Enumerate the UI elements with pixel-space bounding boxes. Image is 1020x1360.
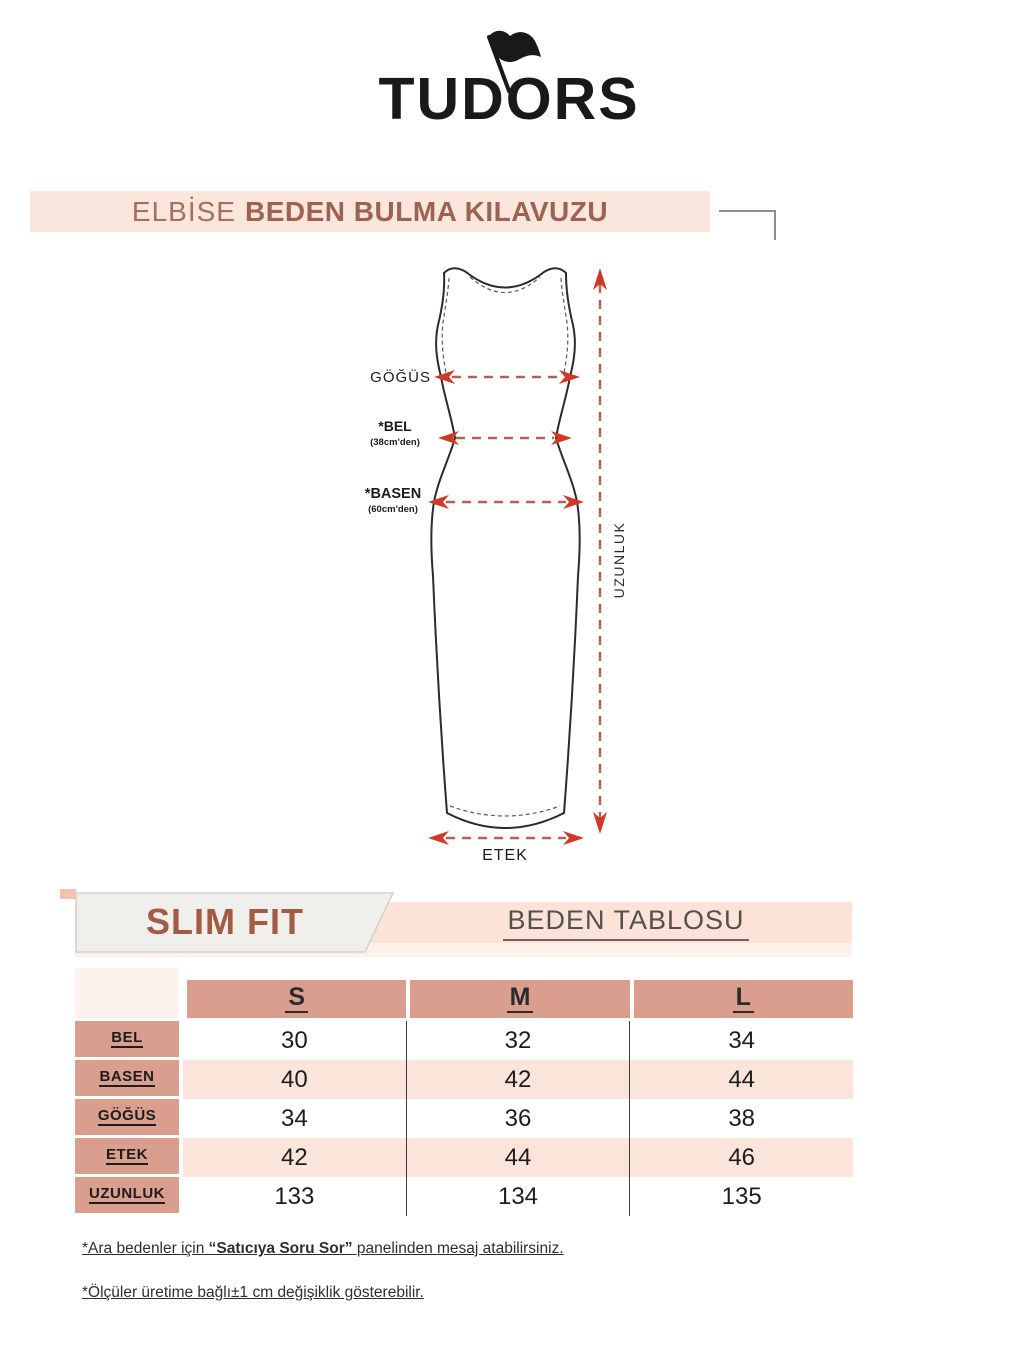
table-row-uzunluk xyxy=(75,1177,853,1216)
cell-value: 44 xyxy=(406,1138,630,1177)
skirt-label: ETEK xyxy=(482,847,528,864)
cell-value: 44 xyxy=(629,1060,853,1099)
row-label: ETEK xyxy=(75,1138,179,1177)
cell-value: 42 xyxy=(406,1060,630,1099)
cell-value: 133 xyxy=(183,1177,406,1216)
size-header-m: M xyxy=(410,980,629,1018)
cell-value: 46 xyxy=(629,1138,853,1177)
waist-note-label: (38cm'den) xyxy=(370,437,420,448)
fit-label: SLIM FIT xyxy=(146,901,304,942)
hip-label: *BASEN xyxy=(364,486,422,502)
dress-outline xyxy=(431,268,580,828)
size-table-header-row xyxy=(75,968,853,1018)
size-table xyxy=(75,968,853,1216)
cell-value: 30 xyxy=(183,1021,406,1060)
cell-value: 34 xyxy=(629,1021,853,1060)
brand-name: TUDORS xyxy=(378,66,640,130)
cell-value: 135 xyxy=(629,1177,853,1216)
table-row-bel xyxy=(75,1021,853,1060)
row-label: BASEN xyxy=(75,1060,179,1099)
empty-corner-cell xyxy=(75,968,179,1018)
cell-value: 42 xyxy=(183,1138,406,1177)
length-label: UZUNLUK xyxy=(611,521,627,599)
cell-value: 134 xyxy=(406,1177,630,1216)
pink-tab-decoration xyxy=(60,889,76,899)
brand-logo xyxy=(350,20,670,130)
cell-value: 32 xyxy=(406,1021,630,1060)
footnote-2: *Ölçüler üretime bağlı±1 cm değişiklik gösterebilir. xyxy=(82,1284,424,1301)
row-label: GÖĞÜS xyxy=(75,1099,179,1138)
table-title-text: BEDEN TABLOSU xyxy=(503,905,748,941)
size-guide-banner xyxy=(30,191,710,232)
table-row-etek xyxy=(75,1138,853,1177)
table-title xyxy=(400,902,852,943)
chest-label: GÖĞÜS xyxy=(370,369,431,386)
corner-bracket-decoration xyxy=(719,210,776,240)
cell-value: 36 xyxy=(406,1099,630,1138)
hip-note-label: (60cm'den) xyxy=(368,504,418,515)
table-row-basen xyxy=(75,1060,853,1099)
dress-diagram xyxy=(330,250,680,875)
size-header-l: L xyxy=(634,980,853,1018)
row-label: BEL xyxy=(75,1021,179,1060)
cell-value: 38 xyxy=(629,1099,853,1138)
page-title-bold: BEDEN BULMA KILAVUZU xyxy=(244,195,609,227)
cell-value: 34 xyxy=(183,1099,406,1138)
row-label: UZUNLUK xyxy=(75,1177,179,1216)
waist-label: *BEL xyxy=(378,418,412,434)
size-header-s: S xyxy=(187,980,406,1018)
footnote-1: *Ara bedenler için “Satıcıya Soru Sor” panelinden mesaj atabilirsiniz. xyxy=(82,1240,564,1257)
table-row-gogus xyxy=(75,1099,853,1138)
cell-value: 40 xyxy=(183,1060,406,1099)
page-title-regular: ELBİSE xyxy=(131,195,236,227)
